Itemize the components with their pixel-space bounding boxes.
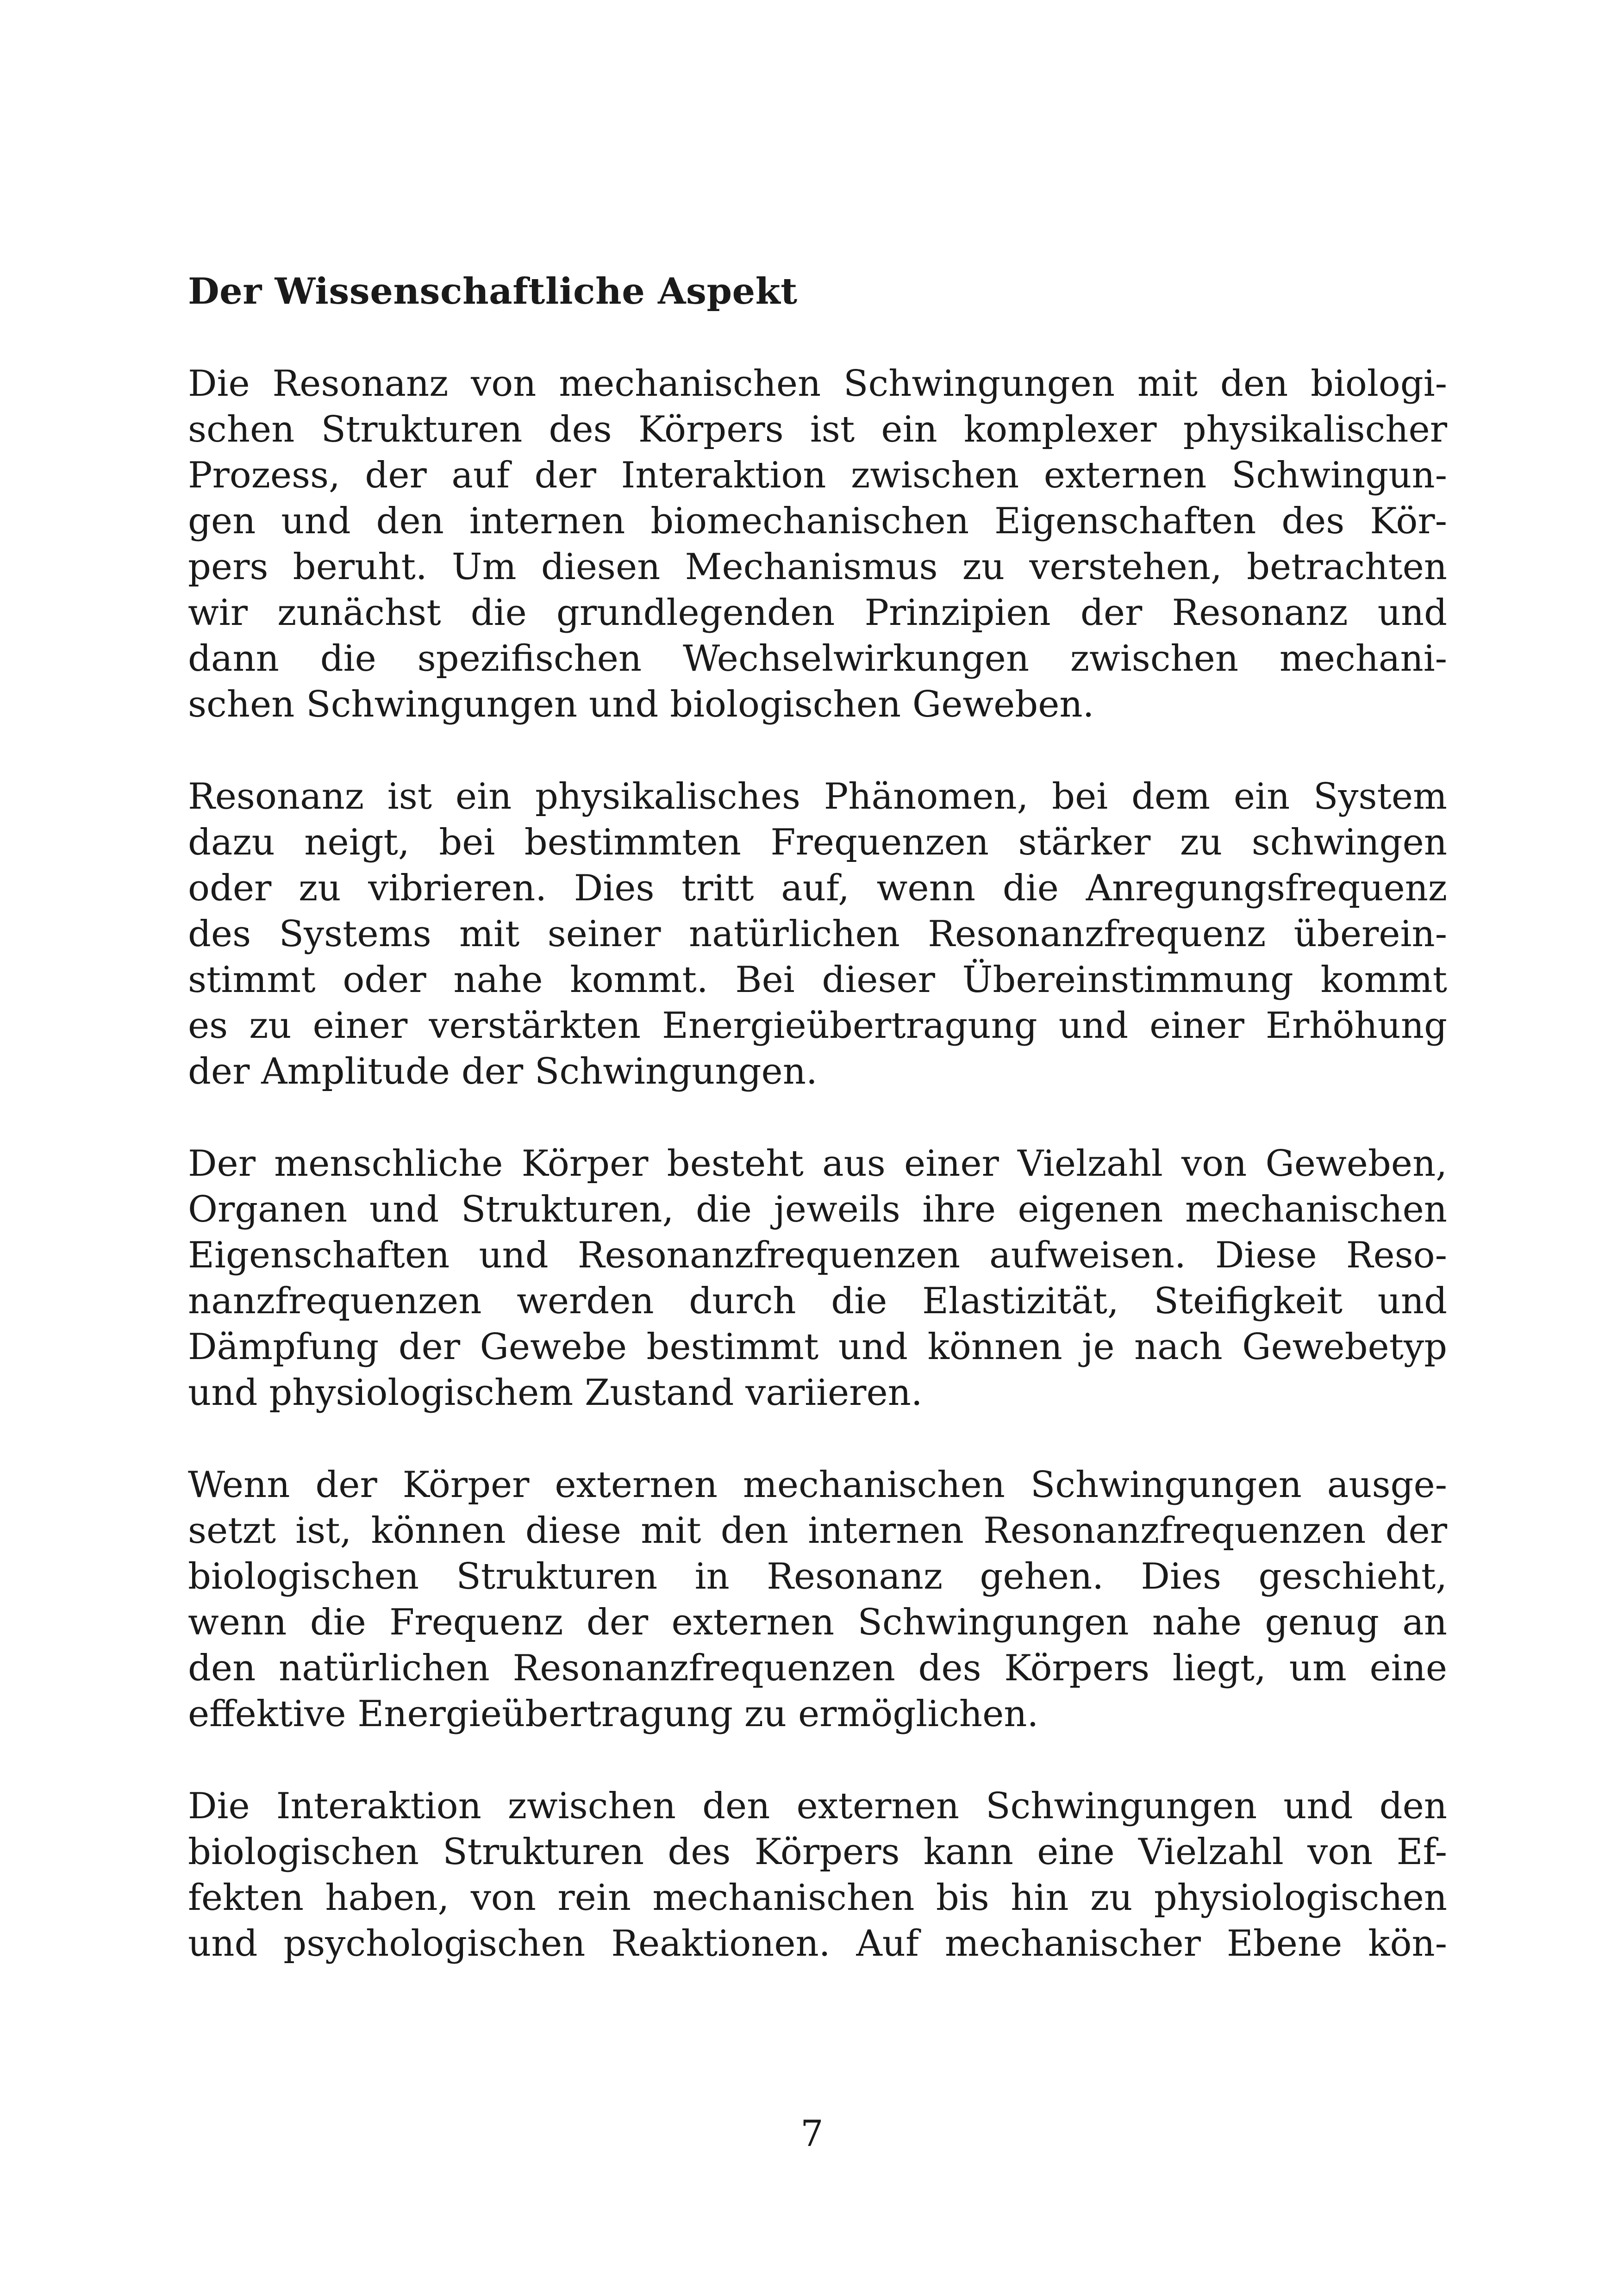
text-line: nanzfrequenzen werden durch die Elastizität, Steifigkeit und [188, 1280, 1447, 1322]
paragraph-2 [188, 774, 1447, 1095]
paragraph-4 [188, 1462, 1447, 1737]
text-line: es zu einer verstärkten Energieübertragung und einer Erhöhung [188, 1005, 1447, 1047]
text-line: biologischen Strukturen in Resonanz gehen. Dies geschieht, [188, 1556, 1447, 1597]
text-line: Der menschliche Körper besteht aus einer Vielzahl von Geweben, [188, 1143, 1447, 1185]
text-line: biologischen Strukturen des Körpers kann eine Vielzahl von Ef- [188, 1831, 1447, 1873]
text-line: schen Schwingungen und biologischen Geweben. [188, 684, 1094, 725]
text-line: Die Interaktion zwischen den externen Schwingungen und den [188, 1785, 1447, 1827]
text-line: oder zu vibrieren. Dies tritt auf, wenn die Anregungsfrequenz [188, 867, 1447, 909]
paragraph-5 [188, 1784, 1447, 1967]
text-line: der Amplitude der Schwingungen. [188, 1051, 818, 1092]
text-line: fekten haben, von rein mechanischen bis hin zu physiologischen [188, 1877, 1447, 1919]
text-line: Organen und Strukturen, die jeweils ihre eigenen mechanischen [188, 1189, 1447, 1230]
text-line: und psychologischen Reaktionen. Auf mechanischer Ebene kön- [188, 1923, 1447, 1964]
text-line: Die Resonanz von mechanischen Schwingungen mit den biologi- [188, 363, 1447, 405]
text-line: dann die spezifischen Wechselwirkungen zwischen mechani- [188, 638, 1447, 680]
text-line: setzt ist, können diese mit den internen Resonanzfrequenzen der [188, 1510, 1447, 1552]
text-line: pers beruht. Um diesen Mechanismus zu verstehen, betrachten [188, 546, 1447, 588]
paragraph-1 [188, 361, 1447, 728]
page-content [188, 268, 1447, 2013]
section-heading: Der Wissenschaftliche Aspekt [188, 270, 798, 312]
text-line: den natürlichen Resonanzfrequenzen des Körpers liegt, um eine [188, 1647, 1447, 1689]
text-line: und physiologischem Zustand variieren. [188, 1372, 923, 1414]
text-line: Resonanz ist ein physikalisches Phänomen, bei dem ein System [188, 776, 1447, 817]
text-line: wenn die Frequenz der externen Schwingungen nahe genug an [188, 1602, 1447, 1643]
page-number: 7 [800, 2113, 824, 2155]
text-line: Prozess, der auf der Interaktion zwischen externen Schwingun- [188, 455, 1447, 496]
text-line: gen und den internen biomechanischen Eigenschaften des Kör- [188, 500, 1447, 542]
text-line: schen Strukturen des Körpers ist ein komplexer physikalischer [188, 409, 1447, 450]
text-line: dazu neigt, bei bestimmten Frequenzen stärker zu schwingen [188, 822, 1447, 863]
paragraph-3 [188, 1141, 1447, 1416]
text-line: des Systems mit seiner natürlichen Resonanzfrequenz überein- [188, 913, 1447, 955]
text-line: Wenn der Körper externen mechanischen Schwingungen ausge- [188, 1464, 1447, 1506]
text-line: Eigenschaften und Resonanzfrequenzen aufweisen. Diese Reso- [188, 1235, 1447, 1276]
text-line: wir zunächst die grundlegenden Prinzipien der Resonanz und [188, 592, 1447, 634]
text-line: Dämpfung der Gewebe bestimmt und können je nach Gewebetyp [188, 1326, 1447, 1368]
text-line: stimmt oder nahe kommt. Bei dieser Übereinstimmung kommt [188, 959, 1447, 1001]
text-line: effektive Energieübertragung zu ermöglichen. [188, 1693, 1039, 1735]
